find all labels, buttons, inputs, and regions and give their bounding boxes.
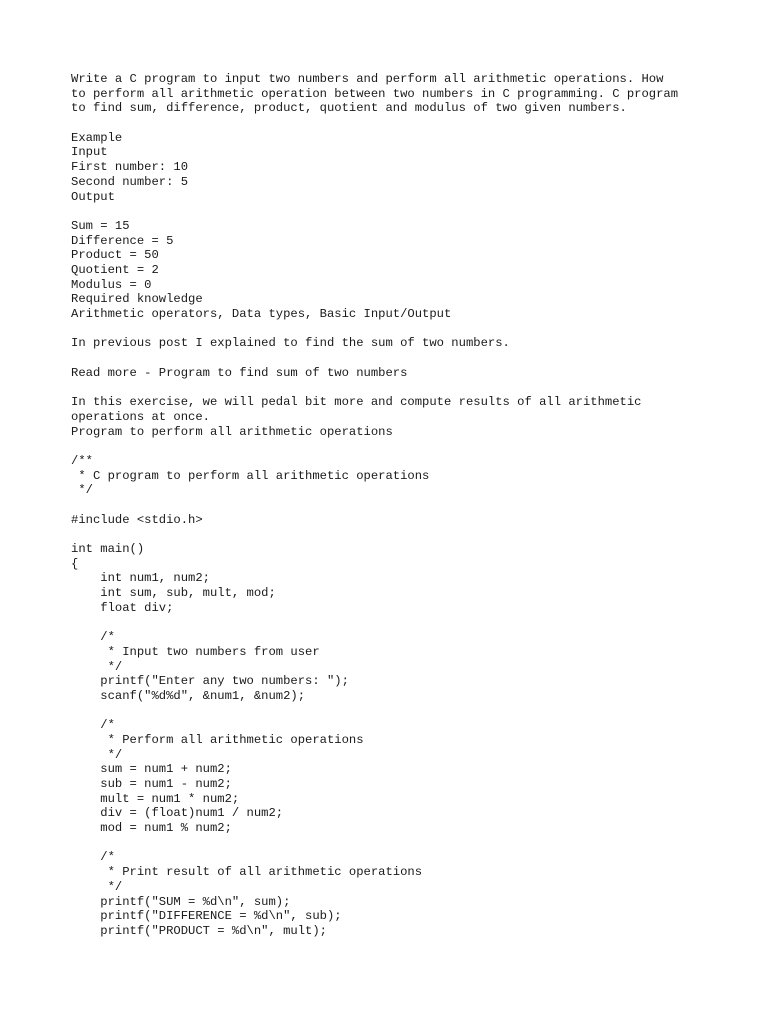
text-line: Arithmetic operators, Data types, Basic Input/Output — [71, 307, 452, 321]
text-line: /* — [71, 718, 115, 733]
text-line: Second number: 5 — [71, 174, 189, 189]
text-line: printf("DIFFERENCE = %d\n", sub); — [71, 909, 342, 924]
text-line: to perform all arithmetic operation between two numbers in C programming. C program — [71, 86, 679, 101]
text-line: * Input two numbers from user — [71, 644, 320, 659]
text-line: * Perform all arithmetic operations — [71, 732, 364, 747]
blank-line — [71, 836, 751, 851]
text-line: */ — [71, 483, 93, 498]
text-line: printf("SUM = %d\n", sum); — [71, 894, 291, 909]
text-line: { — [71, 556, 79, 571]
text-line: /* — [71, 630, 115, 645]
text-line: Input — [71, 145, 108, 160]
text-line: Example — [71, 130, 123, 145]
text-line: /* — [71, 850, 115, 865]
text-line: /** — [71, 453, 93, 468]
text-line: div = (float)num1 / num2; — [71, 806, 284, 821]
text-line: */ — [71, 747, 123, 762]
text-line: int main() — [71, 542, 145, 556]
text-line: */ — [71, 659, 123, 674]
text-line: to find sum, difference, product, quotient and modulus of two given numbers. — [71, 101, 627, 116]
text-line: * C program to perform all arithmetic operations — [71, 468, 430, 483]
text-line: Sum = 15 — [71, 218, 130, 233]
text-line: Required knowledge — [71, 292, 203, 307]
text-line: Program to perform all arithmetic operations — [71, 424, 393, 439]
text-line: operations at once. — [71, 409, 210, 424]
blank-line — [71, 322, 751, 337]
text-line: int sum, sub, mult, mod; — [71, 586, 276, 601]
blank-line — [71, 527, 751, 542]
text-line: First number: 10 — [71, 160, 189, 175]
text-line: Quotient = 2 — [71, 262, 159, 277]
blank-line — [71, 204, 751, 219]
text-line: * Print result of all arithmetic operations — [71, 865, 423, 880]
text-line: sum = num1 + num2; — [71, 762, 232, 777]
document-page — [71, 72, 751, 939]
text-line: Difference = 5 — [71, 233, 174, 248]
text-line: #include <stdio.h> — [71, 512, 203, 527]
text-line: In this exercise, we will pedal bit more and compute results of all arithmetic — [71, 395, 642, 410]
blank-line — [71, 380, 751, 395]
text-line: mult = num1 * num2; — [71, 791, 240, 806]
text-line: Write a C program to input two numbers and perform all arithmetic operations. How — [71, 72, 664, 86]
blank-line — [71, 351, 751, 366]
blank-line — [71, 116, 751, 131]
blank-line — [71, 615, 751, 630]
blank-line — [71, 439, 751, 454]
text-line: printf("PRODUCT = %d\n", mult); — [71, 923, 327, 938]
text-line: float div; — [71, 600, 174, 615]
text-line: int num1, num2; — [71, 571, 210, 586]
text-line: Modulus = 0 — [71, 277, 152, 292]
text-line: Output — [71, 189, 115, 204]
text-line: printf("Enter any two numbers: "); — [71, 674, 349, 689]
text-line: scanf("%d%d", &num1, &num2); — [71, 688, 306, 703]
text-line: Product = 50 — [71, 248, 159, 263]
text-line: sub = num1 - num2; — [71, 777, 232, 791]
text-line: Read more - Program to find sum of two numbers — [71, 365, 408, 380]
blank-line — [71, 704, 751, 719]
blank-line — [71, 498, 751, 513]
text-line: */ — [71, 879, 123, 894]
text-line: mod = num1 % num2; — [71, 821, 232, 836]
text-line: In previous post I explained to find the sum of two numbers. — [71, 336, 510, 351]
